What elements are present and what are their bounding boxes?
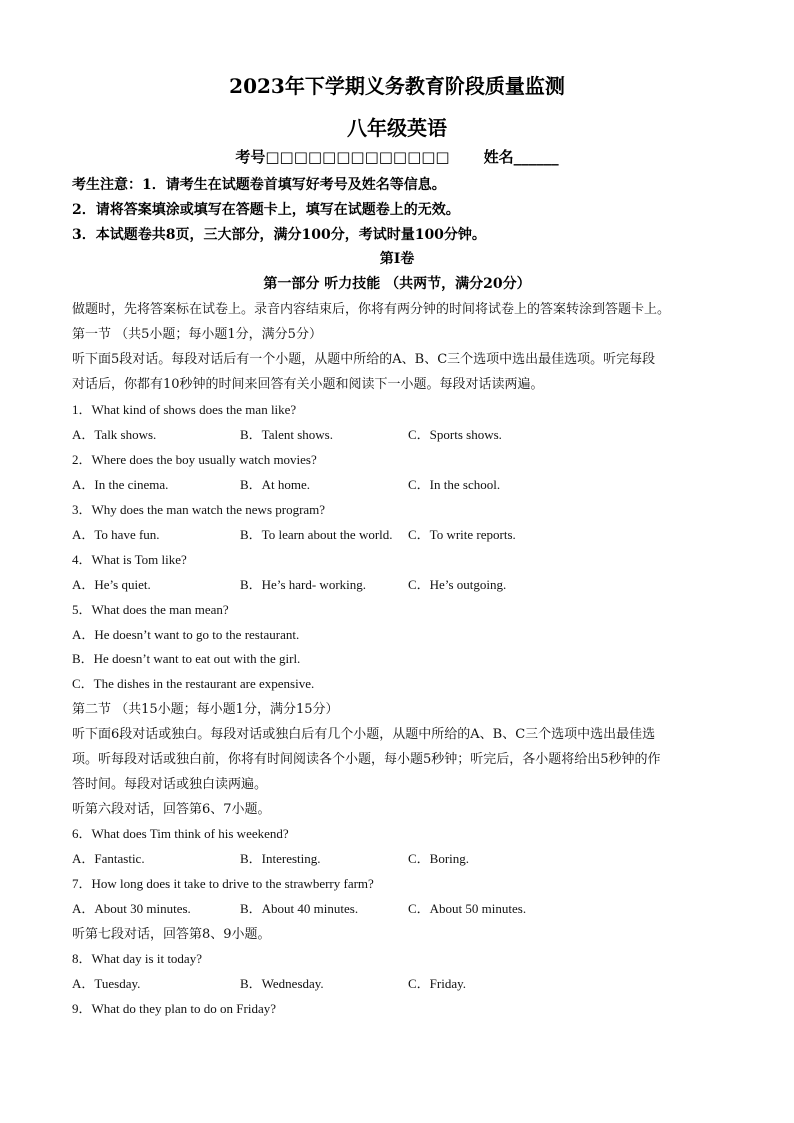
q1-option-b[interactable]: B．Talent shows. (240, 427, 333, 442)
notice-line-1: 考生注意：1．请考生在试题卷首填写好考号及姓名等信息。 (72, 177, 446, 193)
q2-option-b[interactable]: B．At home. (240, 477, 311, 492)
q1-option-c[interactable]: C．Sports shows. (408, 427, 502, 442)
q4-option-c[interactable]: C．He’s outgoing. (408, 577, 507, 592)
part1-heading: 第一部分 听力技能 （共两节，满分20分） (263, 276, 531, 292)
q6-option-b[interactable]: B．Interesting. (240, 851, 321, 866)
part1-intro: 做题时，先将答案标在试卷上。录音内容结束后，你将有两分钟的时间将试卷上的答案转涂到答题卡上。 (72, 302, 671, 317)
volume-heading: 第Ⅰ卷 (379, 251, 415, 267)
question-1: 1．What kind of shows does the man like? (72, 402, 297, 417)
q6-option-c[interactable]: C．Boring. (408, 851, 470, 866)
notice-line-2: 2．请将答案填涂或填写在答题卡上，填写在试题卷上的无效。 (72, 202, 460, 218)
question-6: 6．What does Tim think of his weekend? (72, 826, 289, 841)
q3-option-b[interactable]: B．To learn about the world. (240, 527, 393, 542)
q4-option-b[interactable]: B．He’s hard- working. (240, 577, 367, 592)
student-name-field[interactable]: 姓名______ (483, 148, 559, 166)
section2-instruction-3: 答时间。每段对话或独白读两遍。 (72, 777, 268, 792)
q2-option-a[interactable]: A．In the cinema. (72, 477, 169, 492)
question-9: 9．What do they plan to do on Friday? (72, 1001, 276, 1016)
section1-instruction-1: 听下面5段对话。每段对话后有一个小题，从题中所给的A、B、C三个选项中选出最佳选项。听完每段 (72, 352, 656, 367)
exam-subtitle: 八年级英语 (347, 116, 447, 140)
q3-option-c[interactable]: C．To write reports. (408, 527, 516, 542)
q6-option-a[interactable]: A．Fantastic. (72, 851, 145, 866)
question-7: 7．How long does it take to drive to the strawberry farm? (72, 876, 374, 891)
question-4: 4．What is Tom like? (72, 552, 187, 567)
q5-option-a[interactable]: A．He doesn’t want to go to the restaurant. (72, 627, 300, 642)
section2-instruction-2: 项。听每段对话或独白前，你将有时间阅读各个小题，每小题5秒钟；听完后，各小题将给出5秒钟的作 (72, 752, 661, 767)
q7-option-a[interactable]: A．About 30 minutes. (72, 901, 191, 916)
question-2: 2．Where does the boy usually watch movies? (72, 452, 317, 467)
q2-option-c[interactable]: C．In the school. (408, 477, 501, 492)
question-3: 3．Why does the man watch the news program? (72, 502, 326, 517)
question-8: 8．What day is it today? (72, 951, 202, 966)
exam-number-field[interactable]: 考号□□□□□□□□□□□□□ (235, 148, 450, 166)
q7-option-c[interactable]: C．About 50 minutes. (408, 901, 527, 916)
dialog-6-intro: 听第六段对话，回答第6、7小题。 (72, 802, 271, 817)
exam-info-row (0, 146, 794, 167)
q5-option-c[interactable]: C．The dishes in the restaurant are expensive. (72, 676, 315, 691)
section2-heading: 第二节 （共15小题；每小题1分，满分15分） (72, 702, 339, 717)
q7-option-b[interactable]: B．About 40 minutes. (240, 901, 359, 916)
q4-option-a[interactable]: A．He’s quiet. (72, 577, 151, 592)
section2-instruction-1: 听下面6段对话或独白。每段对话或独白后有几个小题，从题中所给的A、B、C三个选项中选出最佳选 (72, 727, 656, 742)
section1-heading: 第一节 （共5小题；每小题1分，满分5分） (72, 327, 322, 342)
exam-title: 2023年下学期义务教育阶段质量监测 (229, 74, 565, 98)
notice-line-3: 3．本试题卷共8页，三大部分，满分100分，考试时量100分钟。 (72, 227, 486, 243)
q8-option-c[interactable]: C．Friday. (408, 976, 467, 991)
question-5: 5．What does the man mean? (72, 602, 229, 617)
q8-option-a[interactable]: A．Tuesday. (72, 976, 141, 991)
q3-option-a[interactable]: A．To have fun. (72, 527, 160, 542)
q8-option-b[interactable]: B．Wednesday. (240, 976, 324, 991)
section1-instruction-2: 对话后，你都有10秒钟的时间来回答有关小题和阅读下一小题。每段对话读两遍。 (72, 377, 544, 392)
q5-option-b[interactable]: B．He doesn’t want to eat out with the girl. (72, 651, 301, 666)
q1-option-a[interactable]: A．Talk shows. (72, 427, 157, 442)
dialog-7-intro: 听第七段对话，回答第8、9小题。 (72, 927, 271, 942)
